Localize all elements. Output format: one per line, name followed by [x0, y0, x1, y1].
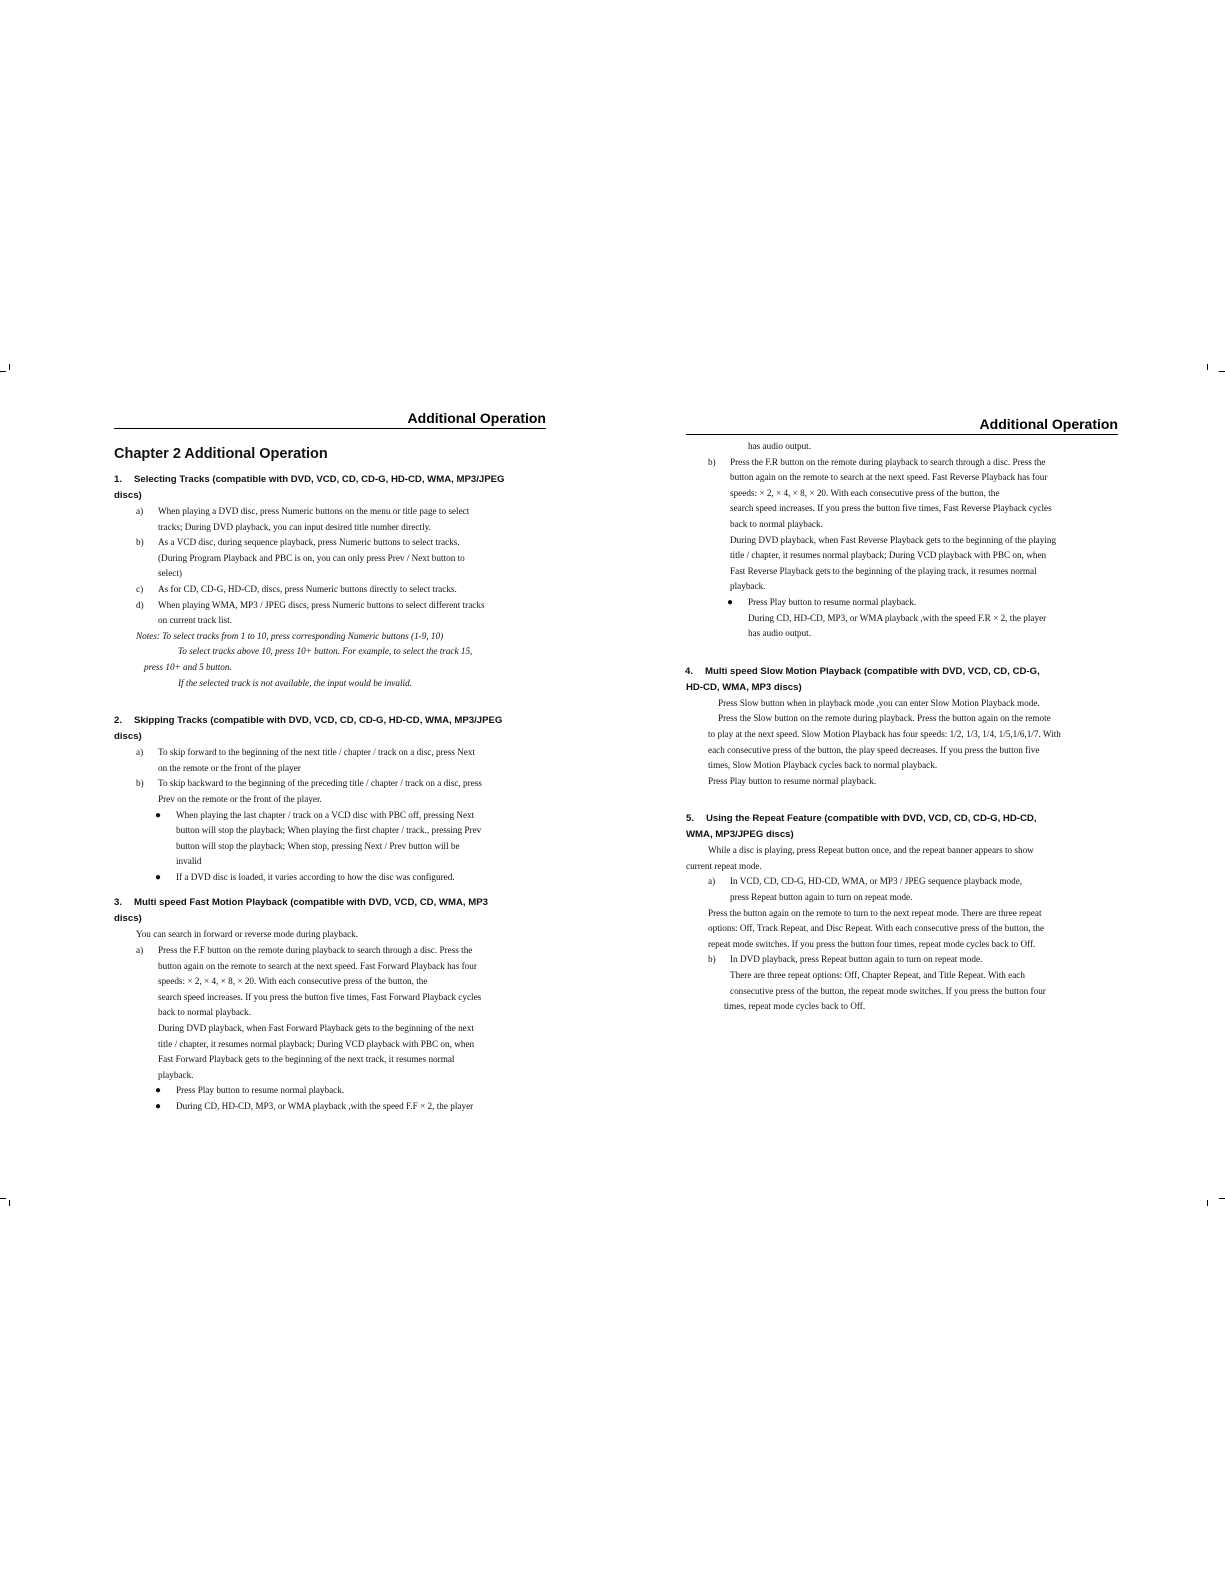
section-heading: 5. Using the Repeat Feature (compatible with DVD, VCD, CD, CD-G, HD-CD, [686, 813, 1037, 825]
list-item: b) To skip backward to the beginning of the preceding title / chapter / track on a disc, press Prev on the remote or the front of the player. [136, 778, 482, 804]
section-heading: 3. Multi speed Fast Motion Playback (compatible with DVD, VCD, CD, WMA, MP3 [114, 897, 488, 909]
header-rule [686, 434, 1118, 435]
paragraph: repeat mode switches. If you press the button four times, repeat mode cycles back to Off. [708, 938, 1036, 949]
page-header: Additional Operation [979, 416, 1118, 432]
left-content [114, 472, 546, 1115]
list-item: a) When playing a DVD disc, press Numeric buttons on the menu or title page to select tracks; During DVD playback, you can input desired title number directly. [136, 506, 470, 532]
paragraph: Press the Slow button on the remote during playback. Press the button again on the remote [718, 713, 1051, 724]
paragraph: Press Play button to resume normal playback. [708, 775, 877, 786]
crop-mark [0, 371, 6, 372]
bullet-item: ● If a DVD disc is loaded, it varies according to how the disc was configured. [155, 871, 455, 883]
paragraph: options: Off, Track Repeat, and Disc Repeat. With each consecutive press of the button, the [708, 923, 1045, 934]
paragraph: times, repeat mode cycles back to Off. [724, 1001, 866, 1012]
section-heading-cont: discs) [114, 490, 142, 501]
left-page [114, 0, 546, 1585]
crop-mark [0, 1198, 6, 1199]
page-header: Additional Operation [407, 410, 546, 426]
crop-mark [1207, 1200, 1208, 1206]
bullet-item: ● When playing the last chapter / track on a VCD disc with PBC off, pressing Next button will stop the playback; When playing the first chapter / track., pressing Prev button will stop the playback; When stop, pressing Next / Prev button will be invalid [155, 809, 482, 867]
paragraph: Press Slow button when in playback mode ,you can enter Slow Motion Playback mode. [718, 697, 1040, 708]
section-heading-cont: HD-CD, WMA, MP3 discs) [686, 681, 802, 693]
list-item: a) To skip forward to the beginning of the next title / chapter / track on a disc, press Next on the remote or the front of the player [136, 747, 476, 773]
crop-mark [1219, 1198, 1225, 1199]
bullet-item: ● Press Play button to resume normal playback. [155, 1085, 345, 1097]
list-item: a) Press the F.F button on the remote during playback to search through a disc. Press the button again on the remote to search at the next speed. Fast Forward Playback has four speeds: × 2, × 4, × 8, × 20. With each consecutive press of the button, the search speed increases. If you press the button five times, Fast Forward Playback cycles back to normal playback. During DVD playback, when Fast Forward Playback gets to the beginning of the next title / chapter, it resumes normal playback; During VCD playback with PBC on, when Fast Forward Playback gets to the beginning of the next track, it resumes normal playback. [136, 945, 482, 1080]
list-item: b) As a VCD disc, during sequence playback, press Numeric buttons to select tracks. (During Program Playback and PBC is on, you can only press Prev / Next button to select) [136, 537, 465, 579]
section-heading: 4. Multi speed Slow Motion Playback (compatible with DVD, VCD, CD, CD-G, [685, 665, 1040, 677]
right-content [686, 439, 1118, 1015]
notes: Notes: To select tracks from 1 to 10, press corresponding Numeric buttons (1-9, 10) To select tracks above 10, press 10+ button. For example, to select the track 15, press 10+ and 5 button. If the selected track is not available, the input would be invalid. [136, 630, 473, 688]
paragraph: to play at the next speed. Slow Motion Playback has four speeds: 1/2, 1/3, 1/4, 1/5,1/6,1/7. With [708, 728, 1061, 739]
list-item: a) In VCD, CD, CD-G, HD-CD, WMA, or MP3 / JPEG sequence playback mode, press Repeat button again to turn on repeat mode. [708, 876, 1023, 903]
section-heading-cont: WMA, MP3/JPEG discs) [686, 829, 794, 841]
bullet-item: ● Press Play button to resume normal playback. During CD, HD-CD, MP3, or WMA playback ,with the speed F.R × 2, the player has audio output. [727, 596, 1047, 639]
paragraph: each consecutive press of the button, the play speed decreases. If you press the button five [708, 744, 1040, 755]
section-heading-cont: discs) [114, 731, 142, 743]
crop-mark [1207, 364, 1208, 370]
paragraph: Press the button again on the remote to turn to the next repeat mode. There are three repeat [708, 907, 1042, 918]
paragraph: While a disc is playing, press Repeat button once, and the repeat banner appears to show [708, 845, 1034, 856]
crop-mark [1219, 371, 1225, 372]
paragraph: current repeat mode. [686, 860, 762, 871]
paragraph: You can search in forward or reverse mode during playback. [136, 929, 359, 940]
list-item: c) As for CD, CD-G, HD-CD, discs, press Numeric buttons directly to select tracks. [136, 583, 457, 594]
paragraph: has audio output. [748, 441, 812, 451]
crop-mark [9, 364, 10, 370]
list-item: b) In DVD playback, press Repeat button again to turn on repeat mode. There are three repeat options: Off, Chapter Repeat, and Title Repeat. With each consecutive press of the button, the repeat mode switches. If you press the button four [708, 954, 1046, 996]
section-heading: 2. Skipping Tracks (compatible with DVD, VCD, CD, CD-G, HD-CD, WMA, MP3/JPEG [114, 715, 503, 727]
chapter-title: Chapter 2 Additional Operation [114, 446, 328, 462]
paragraph: times, Slow Motion Playback cycles back to normal playback. [708, 760, 938, 771]
crop-mark [9, 1200, 10, 1206]
right-page [686, 0, 1118, 1585]
list-item: b) Press the F.R button on the remote during playback to search through a disc. Press the button again on the remote to search at the next speed. Fast Reverse Playback has four speeds: × 2, × 4, × 8, × 20. With each consecutive press of the button, the search speed increases. If you press the button five times, Fast Reverse Playback cycles back to normal playback. During DVD playback, when Fast Reverse Playback gets to the beginning of the playing title / chapter, it resumes normal playback; During VCD playback with PBC on, when Fast Reverse Playback gets to the beginning of the playing track, it resumes normal playback. [708, 456, 1057, 592]
section-heading-cont: discs) [114, 913, 142, 925]
section-heading: 1. Selecting Tracks (compatible with DVD, VCD, CD, CD-G, HD-CD, WMA, MP3/JPEG [114, 474, 505, 485]
header-rule [114, 428, 546, 429]
list-item: d) When playing WMA, MP3 / JPEG discs, press Numeric buttons to select different tracks on current track list. [136, 599, 485, 626]
bullet-item: ● During CD, HD-CD, MP3, or WMA playback ,with the speed F.F × 2, the player [155, 1101, 474, 1112]
